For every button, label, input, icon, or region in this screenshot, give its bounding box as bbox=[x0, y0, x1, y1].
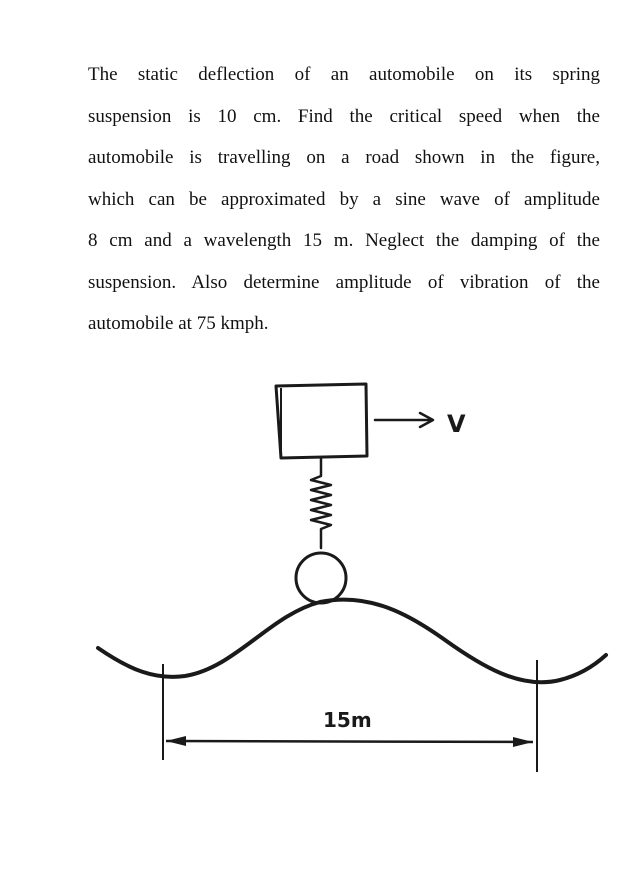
problem-line-7: automobile at 75 kmph. bbox=[88, 313, 269, 334]
velocity-label: V bbox=[447, 410, 466, 438]
vehicle-mass bbox=[276, 384, 367, 458]
problem-line-5: 8 cm and a wavelength 15 m. Neglect the damping of the bbox=[88, 230, 600, 251]
problem-line-1: The static deflection of an automobile on its spring bbox=[88, 64, 600, 85]
wavelength-label: 15m bbox=[323, 708, 372, 732]
problem-line-2: suspension is 10 cm. Find the critical speed when the bbox=[88, 105, 600, 127]
wheel bbox=[296, 553, 346, 603]
velocity-arrow bbox=[375, 413, 433, 427]
road-profile bbox=[98, 600, 606, 683]
suspension-spring bbox=[311, 458, 331, 548]
problem-line-3: automobile is travelling on a road shown in the figure, bbox=[88, 147, 600, 168]
problem-line-6: suspension. Also determine amplitude of vibration of the bbox=[88, 271, 600, 293]
problem-line-4: which can be approximated by a sine wave of amplitude bbox=[88, 188, 600, 210]
